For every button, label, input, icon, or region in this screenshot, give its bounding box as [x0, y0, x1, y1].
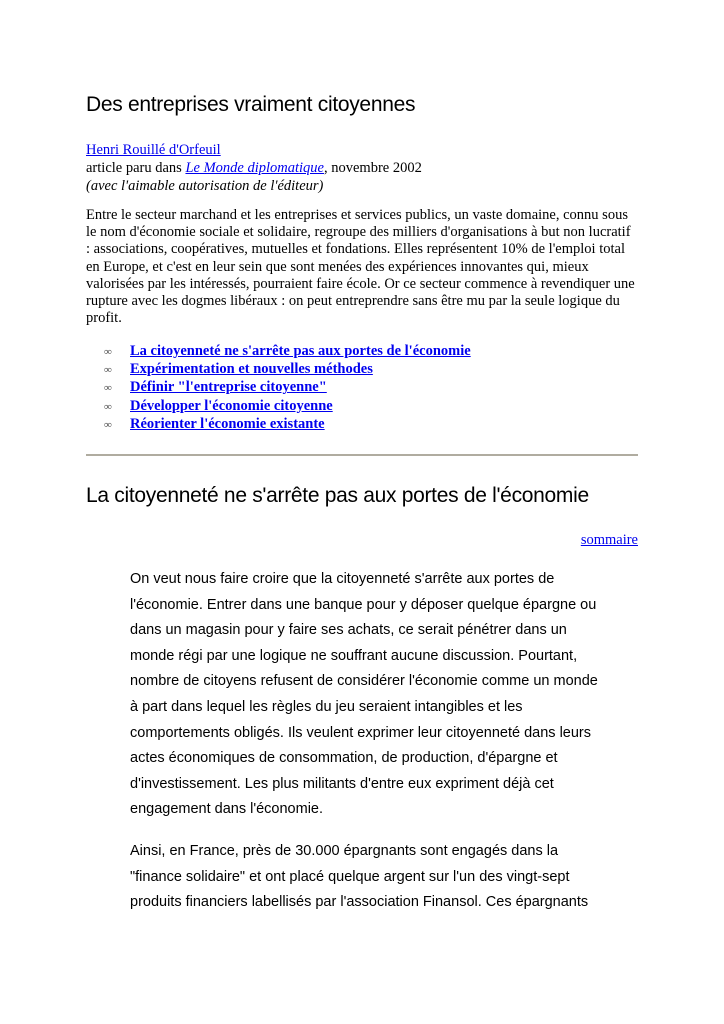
section-heading: La citoyenneté ne s'arrête pas aux portes de l'économie: [86, 484, 589, 507]
infinity-bullet-icon: ∞: [104, 346, 112, 358]
permission-note: (avec l'aimable autorisation de l'éditeur): [86, 178, 324, 194]
toc-item: [104, 379, 471, 397]
sommaire-link[interactable]: sommaire: [580, 532, 638, 548]
toc-link-experimentation[interactable]: Expérimentation et nouvelles méthodes: [130, 361, 373, 378]
toc-link-developper[interactable]: Développer l'économie citoyenne: [130, 397, 333, 414]
toc-link-reorienter[interactable]: Réorienter l'économie existante: [130, 415, 325, 432]
published-date: , novembre 2002: [324, 160, 422, 176]
toc-item: [104, 416, 471, 434]
section-paragraph: On veut nous faire croire que la citoyenneté s'arrête aux portes de l'économie. Entrer dans une banque pour y déposer quelque épargne ou dans un magasin pour y faire ses achats, ce serait pénétrer dans un monde régi par une logique ne souffrant aucune discussion. Pourtant, nombre de citoyens refusent de considérer l'économie comme un monde à part dans lequel les règles du jeu seraient intangibles et les comportements obligés. Ils veulent exprimer leur citoyenneté dans leurs actes économiques de consommation, de production, d'épargne et d'investissement. Les plus militants d'entre eux expriment déjà cet engagement dans l'économie.: [130, 571, 598, 818]
toc-link-citoyennete[interactable]: La citoyenneté ne s'arrête pas aux portes de l'économie: [130, 343, 471, 359]
article-title: Des entreprises vraiment citoyennes: [86, 93, 416, 116]
toc-item: [104, 361, 471, 379]
published-prefix: article paru dans: [86, 160, 186, 176]
infinity-bullet-icon: ∞: [104, 364, 112, 377]
section-divider: [86, 454, 638, 456]
author-link[interactable]: Henri Rouillé d'Orfeuil: [86, 142, 221, 158]
infinity-bullet-icon: ∞: [104, 400, 112, 413]
sommaire-container: [581, 532, 638, 549]
section-paragraph: Ainsi, en France, près de 30.000 épargnants sont engagés dans la "finance solidaire" et ont placé quelque argent sur l'un des vingt-sept produits financiers labellisés par l'association Finansol. Ces épargnants: [130, 843, 589, 911]
infinity-bullet-icon: ∞: [104, 418, 112, 431]
infinity-bullet-icon: ∞: [104, 382, 112, 395]
toc-item: [104, 343, 471, 361]
toc-link-definir[interactable]: Définir "l'entreprise citoyenne": [130, 379, 327, 396]
table-of-contents: [104, 343, 471, 434]
journal-link[interactable]: Le Monde diplomatique: [185, 160, 324, 176]
intro-paragraph: Entre le secteur marchand et les entreprises et services publics, un vaste domaine, connu sous le nom d'économie sociale et solidaire, regroupe des milliers d'organisations à but non lucratif : associations, coopératives, mutuelles et fondations. Elles représentent 10% de l'emploi total en Europe, et c'est en leur sein que sont menées des expériences innovantes qui, mieux valorisées par les intéressés, pourraient faire école. Or ce secteur commence à revendiquer une rupture avec les dogmes libéraux : on peut entreprendre sans être mu par la seule logique du profit.: [86, 207, 635, 327]
article-meta: [86, 141, 422, 195]
toc-item: [104, 398, 471, 416]
